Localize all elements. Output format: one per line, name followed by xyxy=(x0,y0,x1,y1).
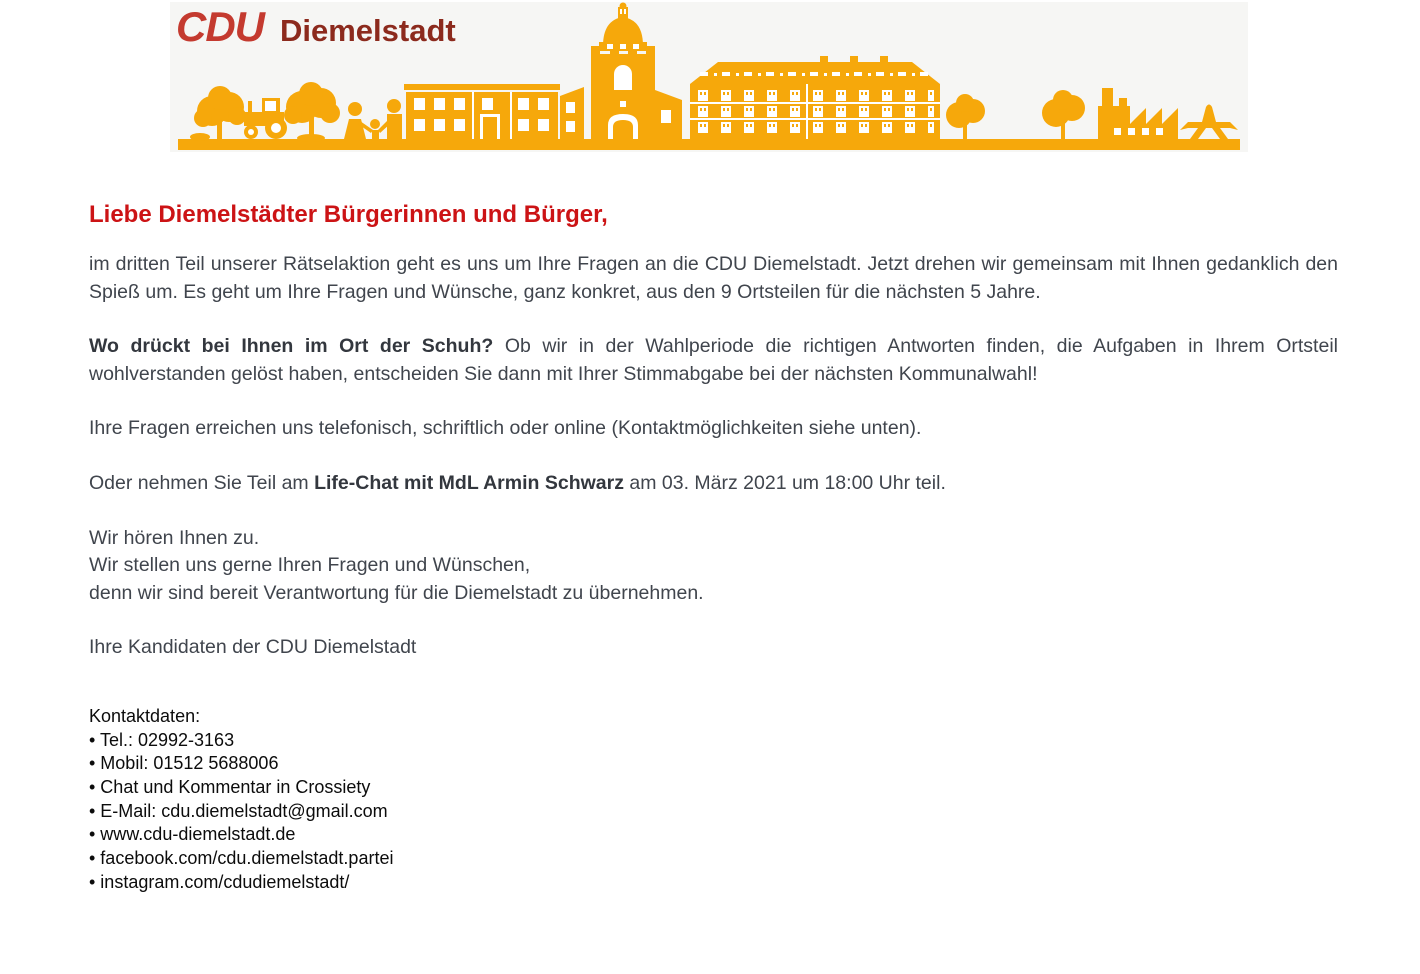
schuh-text: Ob wir in der Wahlperiode die richtigen Antworten finden, die Aufgaben in Ihrem Ortsteil wohlverstanden gelöst haben, entscheiden Sie dann mit Ihrer Stimmabgabe bei der nächsten Kommunalwahl! xyxy=(89,335,1338,385)
contact-title: Kontaktdaten: xyxy=(89,705,201,726)
cdu-logo-text: CDU xyxy=(176,3,264,50)
lifechat-event-bold: Life-Chat mit MdL Armin Schwarz xyxy=(314,471,624,494)
salutation-heading: Liebe Diemelstädter Bürgerinnen und Bürger, xyxy=(89,201,608,228)
paragraph-kontaktwege: Ihre Fragen erreichen uns telefonisch, schriftlich oder online (Kontaktmöglichkeiten siehe unten). xyxy=(89,417,922,440)
contact-item-facebook: • facebook.com/cdu.diemelstadt.partei xyxy=(89,848,394,869)
closing-line: Wir hören Ihnen zu. xyxy=(89,526,260,549)
lifechat-pre: Oder nehmen Sie Teil am xyxy=(89,471,315,494)
paragraph-raetselaktion: im dritten Teil unserer Rätselaktion geht es uns um Ihre Fragen an die CDU Diemelstadt. Jetzt drehen wir gemeinsam mit Ihnen gedanklich den Spieß um. Es geht um Ihre Fragen und Wünsche, ganz konkret, aus den 9 Ortsteilen für die nächsten 5 Jahre. xyxy=(89,253,1338,303)
signature-line: Ihre Kandidaten der CDU Diemelstadt xyxy=(89,636,417,659)
closing-line: denn wir sind bereit Verantwortung für die Diemelstadt zu übernehmen. xyxy=(89,581,704,604)
lifechat-post: am 03. März 2021 um 18:00 Uhr teil. xyxy=(623,471,946,494)
contact-item-website: • www.cdu-diemelstadt.de xyxy=(89,824,296,845)
cdu-logo-city-text: Diemelstadt xyxy=(280,13,456,48)
closing-lines xyxy=(89,525,1338,608)
contact-item-email: • E-Mail: cdu.diemelstadt@gmail.com xyxy=(89,800,388,821)
letter-body xyxy=(89,0,1338,895)
contact-item-phone: • Tel.: 02992-3163 xyxy=(89,729,235,750)
contact-item-crossiety: • Chat und Kommentar in Crossiety xyxy=(89,777,371,798)
contact-item-instagram: • instagram.com/cdudiemelstadt/ xyxy=(89,871,350,892)
contact-block xyxy=(89,705,1338,895)
closing-line: Wir stellen uns gerne Ihren Fragen und Wünschen, xyxy=(89,554,531,577)
paragraph-lifechat xyxy=(89,470,1338,498)
schuh-question-bold: Wo drückt bei Ihnen im Ort der Schuh? xyxy=(89,335,494,358)
contact-item-mobile: • Mobil: 01512 5688006 xyxy=(89,753,279,774)
paragraph-schuh xyxy=(89,333,1338,388)
